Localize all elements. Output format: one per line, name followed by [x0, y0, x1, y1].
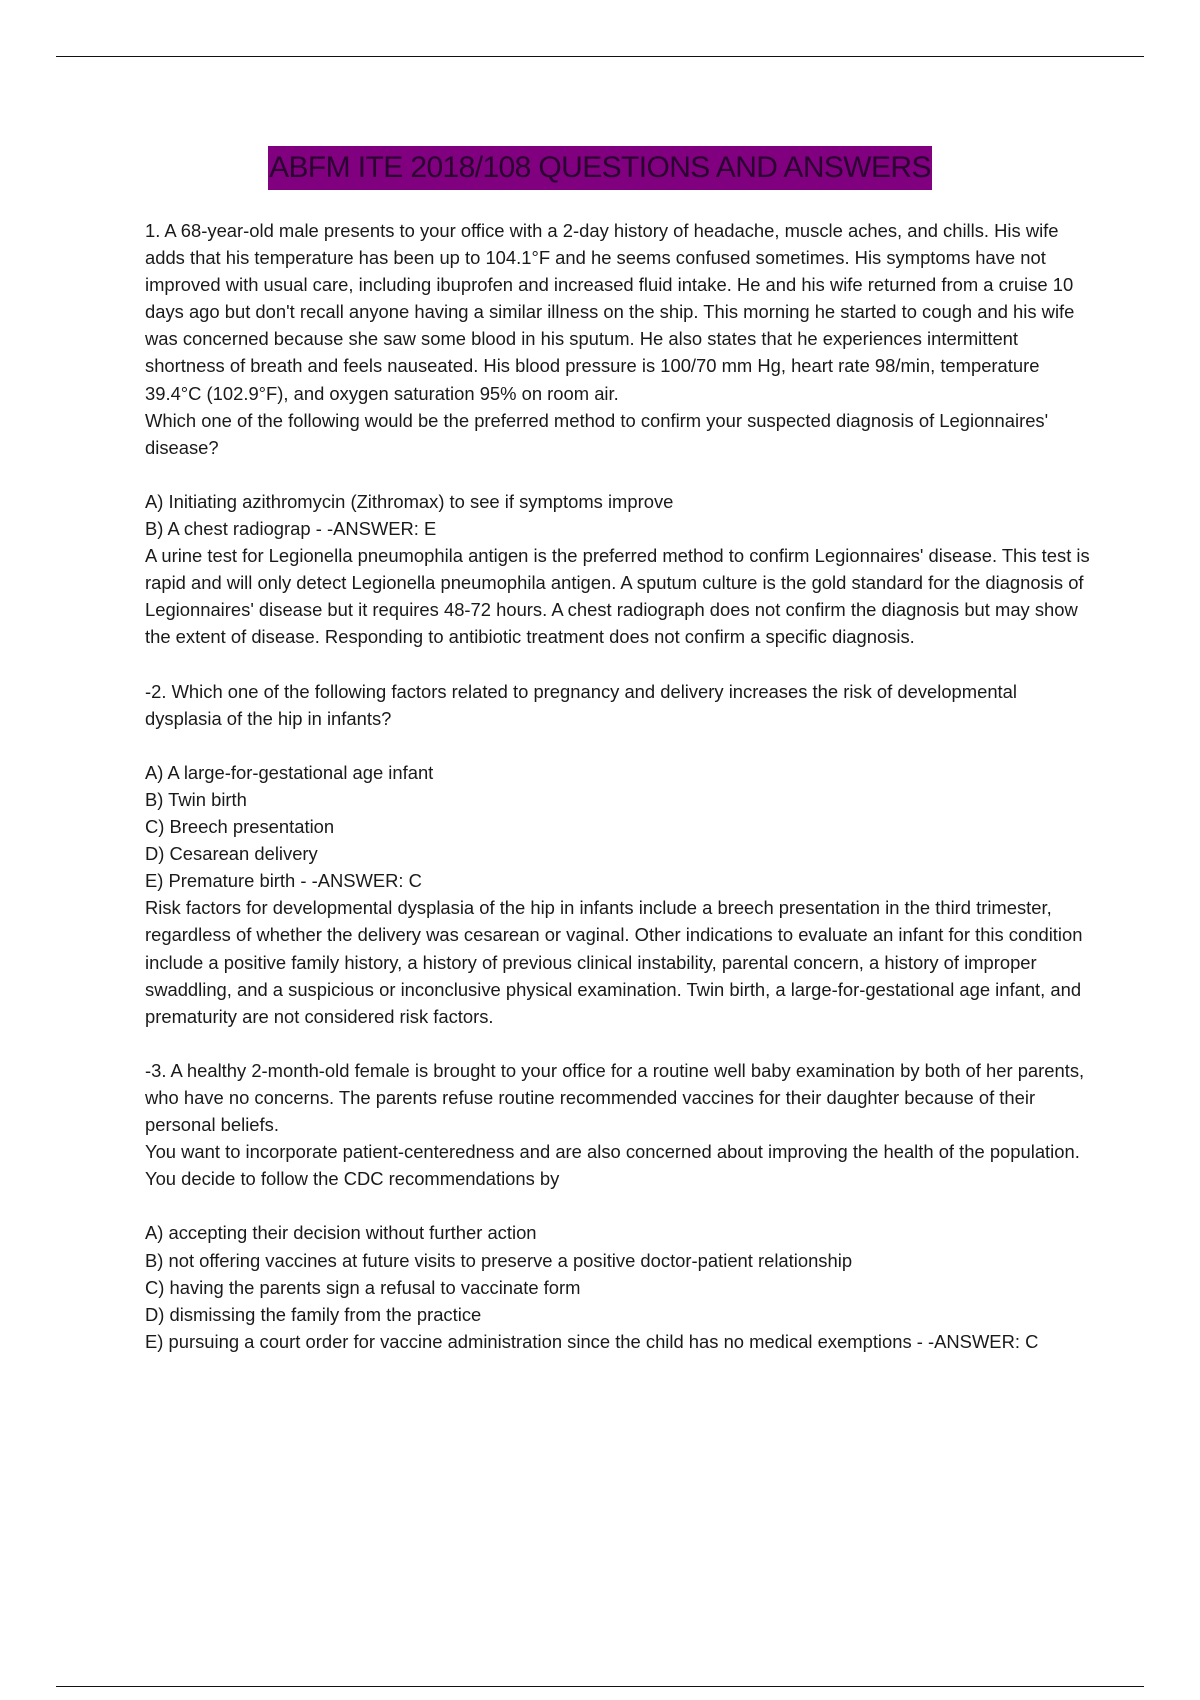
answer-option: B) A chest radiograp - -ANSWER: E: [145, 518, 437, 540]
answer-option: C) Breech presentation: [145, 816, 335, 838]
answer-option: A) Initiating azithromycin (Zithromax) to see if symptoms improve: [145, 490, 674, 512]
answer-option: B) not offering vaccines at future visits to preserve a positive doctor-patient relationship: [145, 1249, 853, 1271]
answer-option: E) pursuing a court order for vaccine administration since the child has no medical exemptions - -ANSWER: C: [145, 1330, 1039, 1352]
question-stem: -3. A healthy 2-month-old female is brought to your office for a routine well baby examination by both of her parents, who have no concerns. The parents refuse routine recommended vaccines for their daughter because of their personal beliefs.: [145, 1059, 1085, 1136]
answer-option: E) Premature birth - -ANSWER: C: [145, 870, 422, 892]
question-1: [145, 217, 1090, 651]
answer-option: D) Cesarean delivery: [145, 843, 318, 865]
document-title: ABFM ITE 2018/108 QUESTIONS AND ANSWERS: [268, 146, 932, 190]
footer-rule: [56, 1686, 1144, 1687]
question-prompt: Which one of the following would be the preferred method to confirm your suspected diagnosis of Legionnaires' disease?: [145, 409, 1049, 458]
answer-explanation: Risk factors for developmental dysplasia of the hip in infants include a breech presentation in the third trimester, regardless of whether the delivery was cesarean or vaginal. Other indications to evaluate an infant for this condition include a positive family history, a history of previous clinical instability, parental concern, a history of improper swaddling, and a suspicious or inconclusive physical examination. Twin birth, a large-for-gestational age infant, and prematurity are not considered risk factors.: [145, 897, 1083, 1027]
title-block: [0, 146, 1200, 190]
question-stem: -2. Which one of the following factors related to pregnancy and delivery increases the risk of developmental dysplasia of the hip in infants?: [145, 680, 1017, 729]
document-body: [145, 217, 1090, 1355]
answer-option: D) dismissing the family from the practice: [145, 1303, 482, 1325]
header-rule: [56, 56, 1144, 57]
answer-option: A) A large-for-gestational age infant: [145, 761, 434, 783]
answer-option: A) accepting their decision without further action: [145, 1222, 537, 1244]
answer-option: C) having the parents sign a refusal to vaccinate form: [145, 1276, 581, 1298]
answer-explanation: A urine test for Legionella pneumophila antigen is the preferred method to confirm Legionnaires' disease. This test is rapid and will only detect Legionella pneumophila antigen. A sputum culture is the gold standard for the diagnosis of Legionnaires' disease but it requires 48-72 hours. A chest radiograph does not confirm the diagnosis but may show the extent of disease. Responding to antibiotic treatment does not confirm a specific diagnosis.: [145, 545, 1090, 648]
answer-option: B) Twin birth: [145, 788, 247, 810]
question-3: [145, 1057, 1090, 1355]
question-stem: 1. A 68-year-old male presents to your office with a 2-day history of headache, muscle aches, and chills. His wife adds that his temperature has been up to 104.1°F and he seems confused sometimes. His symptoms have not improved with usual care, including ibuprofen and increased fluid intake. He and his wife returned from a cruise 10 days ago but don't recall anyone having a similar illness on the ship. This morning he started to cough and his wife was concerned because she saw some blood in his sputum. He also states that he experiences intermittent shortness of breath and feels nauseated. His blood pressure is 100/70 mm Hg, heart rate 98/min, temperature 39.4°C (102.9°F), and oxygen saturation 95% on room air.: [145, 220, 1075, 404]
question-prompt: You want to incorporate patient-centeredness and are also concerned about improving the health of the population. You decide to follow the CDC recommendations by: [145, 1141, 1080, 1190]
question-2: [145, 678, 1090, 1030]
